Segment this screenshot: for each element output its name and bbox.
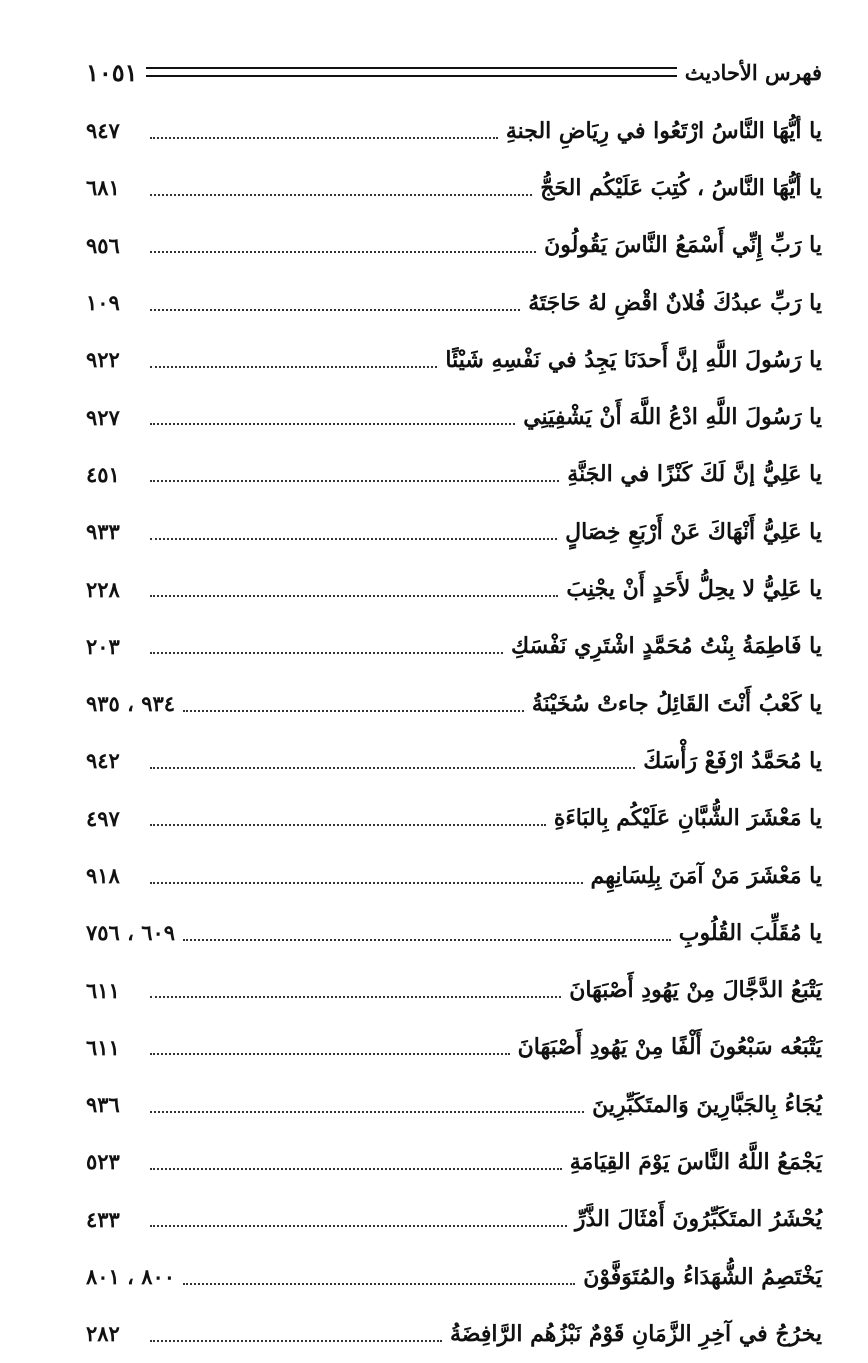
index-entry [86,732,822,789]
dot-leader [150,251,536,253]
hadith-text: يا مُقَلِّبَ القُلُوبِ [678,919,822,946]
dot-leader [150,1225,567,1227]
hadith-text: يَتْبَعُ الدَّجَّالَ مِنْ يَهُودِ أَصْبَهَانَ [569,977,822,1004]
hadith-text: يا فَاطِمَةُ بِنْتُ مُحَمَّدٍ اشْتَرِي نَفْسَكِ [511,633,822,660]
page-reference: ٢٢٨ [86,576,120,602]
index-entry [86,1305,822,1362]
index-entry [86,274,822,331]
hadith-text: يا عَلِيُّ إنَّ لَكَ كَنْزًا في الجَنَّةِ [567,461,822,488]
dot-leader [150,824,546,826]
page-number: ١٠٥١ [86,57,138,87]
hadith-text: يا رَبِّ عبدُكَ فُلانٌ اقْضِ لهُ حَاجَتَهُ [528,289,822,316]
index-entry [86,331,822,388]
page-header [86,52,822,92]
index-entry [86,102,822,159]
index-entry [86,1191,822,1248]
hadith-text: يا مَعْشَرَ مَنْ آمَنَ بِلِسَانِهِم [590,862,822,889]
page-reference: ٩٤٧ [86,118,120,144]
dot-leader [150,767,635,769]
page-reference: ٦٠٩ ، ٧٥٦ [86,920,176,946]
dot-leader [150,309,520,311]
page-reference: ٦١١ [86,977,120,1003]
hadith-text: يُجَاءُ بِالجَبَّارِينَ وَالمتَكَبِّرِينَ [592,1091,822,1118]
page-reference: ٦٨١ [86,175,120,201]
page-reference: ٩٣٣ [86,519,120,545]
hadith-text: يا رَسُولَ اللَّهِ ادْعُ اللَّهَ أَنْ يَشْفِيَنِي [523,404,822,431]
dot-leader [183,939,671,941]
hadith-text: يا أيُّهَا النَّاسُ ، كُتِبَ عَلَيْكُم الحَجُّ [540,174,822,201]
index-entry [86,503,822,560]
dot-leader [150,1340,442,1342]
page-reference: ٩٢٢ [86,347,120,373]
page-reference: ٩١٨ [86,863,120,888]
index-entry [86,961,822,1018]
dot-leader [150,1053,510,1055]
index-entry [86,1019,822,1076]
page-reference: ٩٤٢ [86,748,120,774]
hadith-index-list [86,102,822,1363]
index-entry [86,1133,822,1190]
hadith-text: يَخْتَصِمُ الشُّهَدَاءُ والمُتَوَفَّوْنَ [583,1263,822,1290]
header-double-rule [146,67,677,77]
hadith-text: يَجْمَعُ اللَّهُ النَّاسَ يَوْمَ القِيَامَةِ [569,1148,822,1175]
dot-leader [150,366,437,368]
index-entry [86,560,822,617]
hadith-text: يَتْبَعُه سَبْعُونَ أَلْفًا مِنْ يَهُودِ أَصْبَهَانَ [517,1034,822,1061]
dot-leader [150,595,558,597]
page-reference: ٦١١ [86,1034,120,1060]
page-reference: ٥٢٣ [86,1149,120,1175]
index-entry [86,388,822,445]
index-entry [86,1076,822,1133]
page-reference: ٩٣٦ [86,1092,120,1118]
index-entry [86,675,822,732]
page-reference: ٢٨٢ [86,1321,120,1347]
hadith-text: يا كَعْبُ أَنْتَ القَائِلُ جاءتْ سُخَيْنَةُ [531,690,822,717]
index-entry [86,159,822,216]
page-reference: ٩٣٤ ، ٩٣٥ [86,691,176,717]
dot-leader [150,882,583,884]
hadith-text: يا مُحَمَّدُ ارْفَعْ رَأْسَكَ [643,747,822,774]
dot-leader [150,1111,584,1113]
dot-leader [150,480,559,482]
page-reference: ٢٠٣ [86,633,120,659]
page-reference: ١٠٩ [86,290,120,316]
hadith-text: يا أيُّهَا النَّاسُ ارْتَعُوا في رِيَاضِ الجنةِ [505,117,822,144]
hadith-text: يا مَعْشَرَ الشُّبَّانِ عَلَيْكُم بِالبَاءَةِ [553,805,822,832]
dot-leader [183,1283,575,1285]
index-entry [86,904,822,961]
hadith-text: يا رَسُولَ اللَّهِ إنَّ أَحدَنَا يَجِدُ في نَفْسِهِ شَيْئًا [445,346,822,373]
page-title: فهرس الأحاديث [684,59,822,85]
page-reference: ٤٣٣ [86,1206,120,1232]
hadith-text: يا عَلِيُّ لا يحِلُّ لأَحَدٍ أَنْ يجْنِبَ [566,576,822,603]
hadith-text: يخرُجُ في آخِرِ الزَّمَانِ قَوْمٌ نَبْزُهُم الرَّافِضَةُ [449,1320,822,1347]
dot-leader [150,423,515,425]
hadith-text: يا رَبِّ إِنِّي أَسْمَعُ النَّاسَ يَقُولُونَ [544,232,822,259]
dot-leader [150,194,532,196]
dot-leader [150,1168,562,1170]
hadith-text: يا عَلِيُّ أَنْهَاكَ عَنْ أَرْبَعِ خِصَالٍ [565,518,822,545]
index-entry [86,618,822,675]
page-reference: ٨٠٠ ، ٨٠١ [86,1264,176,1290]
index-entry [86,847,822,904]
hadith-text: يُحْشَرُ المتَكَبِّرُونَ أَمْثَالَ الذَّرِّ [574,1206,822,1233]
page-reference: ٩٥٦ [86,232,120,258]
dot-leader [150,996,561,998]
page-reference: ٩٢٧ [86,404,120,430]
dot-leader [150,652,503,654]
page-reference: ٤٥١ [86,461,120,487]
dot-leader [150,538,557,540]
dot-leader [183,710,524,712]
page-reference: ٤٩٧ [86,805,120,831]
index-entry [86,217,822,274]
index-entry [86,446,822,503]
index-entry [86,790,822,847]
index-entry [86,1248,822,1305]
dot-leader [150,137,498,139]
